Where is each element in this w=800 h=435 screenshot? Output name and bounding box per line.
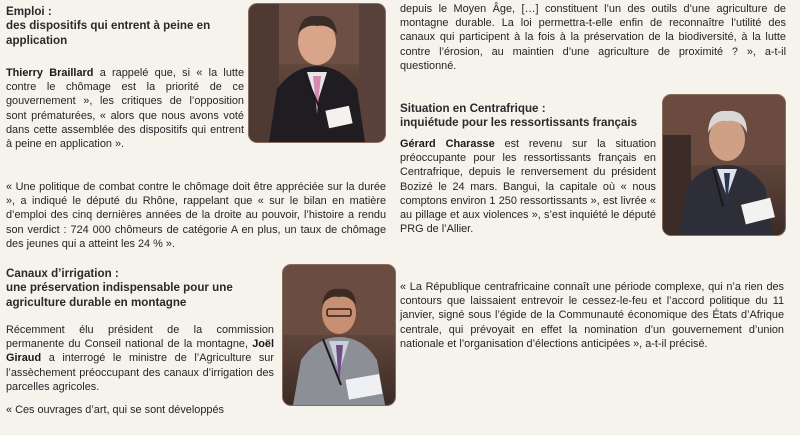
emploi-heading-line-1: Emploi : xyxy=(6,5,52,18)
photo-gerard-charasse xyxy=(662,94,786,236)
centrafrique-heading-line-1: Situation en Centrafrique : xyxy=(400,102,546,115)
emploi-text-1: a rappelé que, si « la lutte contre le chômage est la priorité de ce gouvernement », les critiques de l’opposition sont prématurées, « alors que nous avons voté dans cette assemblée des dispositifs qui entrent à peine en application ». xyxy=(6,67,244,151)
emploi-paragraph-1 xyxy=(6,66,244,151)
irrigation-text-2: a interrogé le ministre de l’Agriculture sur l’assèchement préoccupant des canaux d’irrigation des parcelles agricoles. xyxy=(6,352,274,393)
centrafrique-paragraph-2: « La République centrafricaine connaît une période complexe, qui n’a rien des contours que laissaient entrevoir le cessez-le-feu et l’accord politique du 11 janvier, signé sous l’égide de la Communauté économique des États d’Afrique centrale, qui prévoyait en effet la nomination d’un gouvernement d’union nationale et l’organisation d’élections anticipées », a-t-il précisé. xyxy=(400,281,784,350)
emploi-paragraph-2: « Une politique de combat contre le chômage doit être appréciée sur la durée », a indiqué le député du Rhône, rappelant que « sur le bilan en matière d’emploi des cinq dernières années de la droite au pouvoir, l’histoire a rendu son verdict : 724 000 chômeurs de catégorie A en plus, un taux de chômage des jeunes qui a atteint les 24 % ». xyxy=(6,181,386,250)
emploi-heading xyxy=(6,5,246,48)
irrigation-heading-line-1: Canaux d’irrigation : xyxy=(6,267,119,280)
photo-thierry-braillard xyxy=(248,3,386,143)
centrafrique-heading xyxy=(400,102,660,131)
centrafrique-heading-line-2: inquiétude pour les ressortissants français xyxy=(400,116,638,130)
speaker-name: Joël Giraud xyxy=(6,338,274,365)
irrigation-heading-line-3: agriculture durable en montagne xyxy=(6,295,187,309)
irrigation-heading-line-2: une préservation indispensable pour une xyxy=(6,281,233,295)
deputy-speaking-icon xyxy=(283,265,395,405)
centrafrique-text-1: est revenu sur la situation préoccupante pour les ressortissants français en Centrafrique, depuis le renversement du président Bozizé le 24 mars. Bangui, la capitale où « nous comptons environ 1 250 ressortissants », est livrée « au pillage et aux violences », s’est inquiété le député PRG de l’Allier. xyxy=(400,138,657,236)
irrigation-text-1: Récemment élu président de la commission permanente du Conseil national de la montagne, xyxy=(6,324,274,351)
deputy-speaking-icon xyxy=(249,4,385,142)
deputy-speaking-icon xyxy=(663,95,785,235)
speaker-name: Thierry Braillard xyxy=(6,67,94,79)
irrigation-paragraph-2-continued: depuis le Moyen Âge, […] constituent l’un des outils d’une agriculture de montagne durable. La loi permettra-t-elle enfin de reconnaître l’utilité des canaux qui participent à la fois à la préservation de la biodiversité, à la lutte contre l’érosion, au maintien d’une agriculture de proximité ? », a-t-il questionné. xyxy=(400,3,786,72)
irrigation-heading xyxy=(6,267,266,310)
emploi-heading-line-3: application xyxy=(6,33,68,47)
emploi-heading-line-2: des dispositifs qui entrent à peine en xyxy=(6,19,211,33)
photo-joel-giraud xyxy=(282,264,396,406)
centrafrique-paragraph-1 xyxy=(400,137,656,236)
irrigation-paragraph-1 xyxy=(6,323,274,394)
speaker-name: Gérard Charasse xyxy=(400,138,495,150)
irrigation-paragraph-2-start: « Ces ouvrages d’art, qui se sont développés xyxy=(6,404,224,416)
